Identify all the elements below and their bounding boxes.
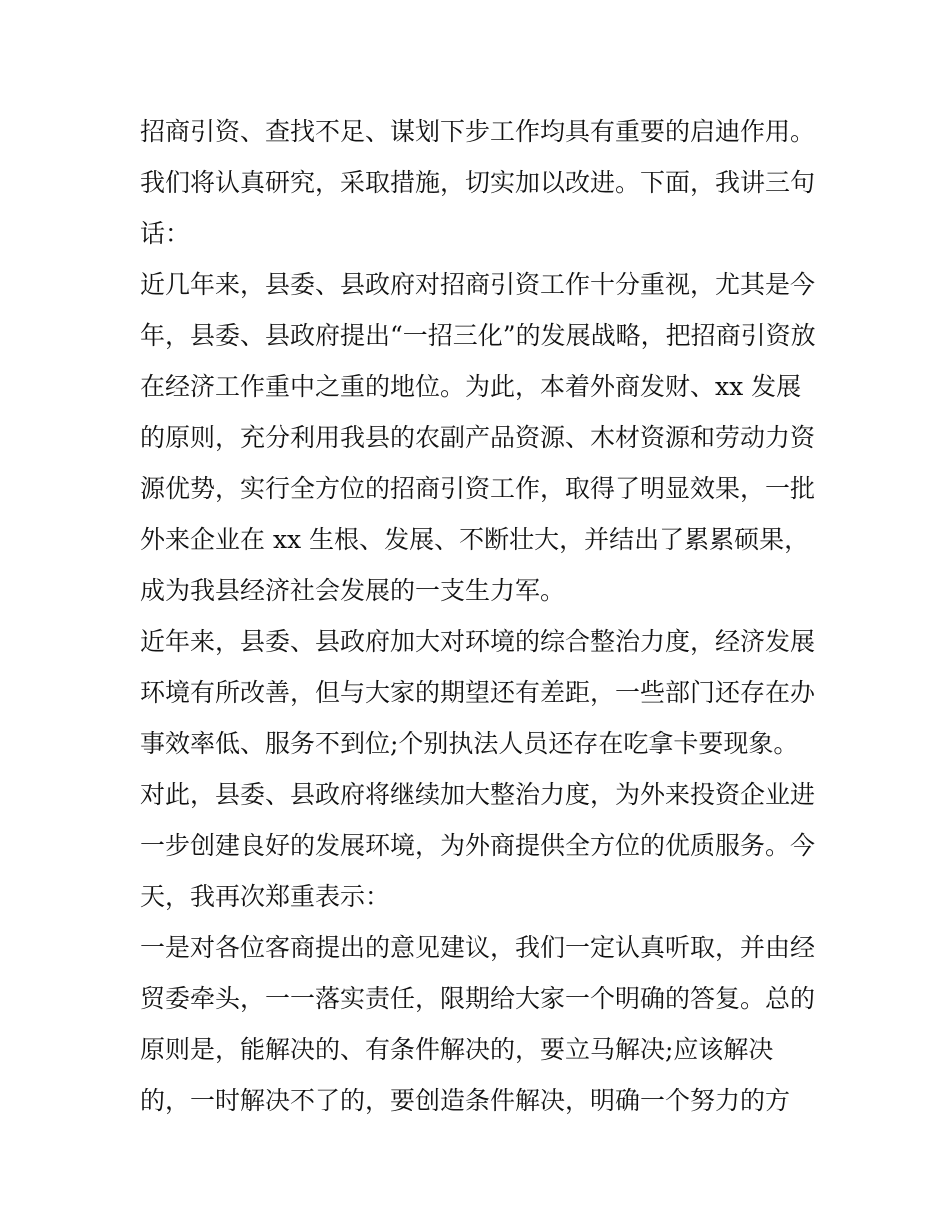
text-line: 在经济工作重中之重的地位。为此，本着外商发财、xx 发展 <box>140 372 802 401</box>
text-line: 话： <box>140 219 191 248</box>
text-line: 的，一时解决不了的，要创造条件解决，明确一个努力的方 <box>140 1086 791 1115</box>
text-line: 贸委牵头，一一落实责任，限期给大家一个明确的答复。总的 <box>140 984 816 1013</box>
text-line: 外来企业在 xx 生根、发展、不断壮大，并结出了累累硕果， <box>140 525 810 554</box>
text-line: 成为我县经济社会发展的一支生力军。 <box>140 576 566 605</box>
text-line: 近几年来，县委、县政府对招商引资工作十分重视，尤其是今 <box>140 270 816 299</box>
text-line: 源优势，实行全方位的招商引资工作，取得了明显效果，一批 <box>140 474 816 503</box>
text-line: 年，县委、县政府提出“一招三化”的发展战略，把招商引资放 <box>140 321 816 350</box>
text-line: 我们将认真研究，采取措施，切实加以改进。下面，我讲三句 <box>140 168 816 197</box>
text-line: 原则是，能解决的、有条件解决的，要立马解决;应该解决 <box>140 1035 774 1064</box>
text-line: 一步创建良好的发展环境，为外商提供全方位的优质服务。今 <box>140 831 816 860</box>
text-line: 的原则，充分利用我县的农副产品资源、木材资源和劳动力资 <box>140 423 816 452</box>
body-text <box>140 106 820 1126</box>
text-line: 招商引资、查找不足、谋划下步工作均具有重要的启迪作用。 <box>140 117 816 146</box>
text-line: 对此，县委、县政府将继续加大整治力度，为外来投资企业进 <box>140 780 816 809</box>
text-line: 事效率低、服务不到位;个别执法人员还存在吃拿卡要现象。 <box>140 729 799 758</box>
text-line: 近年来，县委、县政府加大对环境的综合整治力度，经济发展 <box>140 627 816 656</box>
text-line: 环境有所改善，但与大家的期望还有差距，一些部门还存在办 <box>140 678 816 707</box>
text-line: 一是对各位客商提出的意见建议，我们一定认真听取，并由经 <box>140 933 816 962</box>
text-line: 天，我再次郑重表示： <box>140 882 391 911</box>
